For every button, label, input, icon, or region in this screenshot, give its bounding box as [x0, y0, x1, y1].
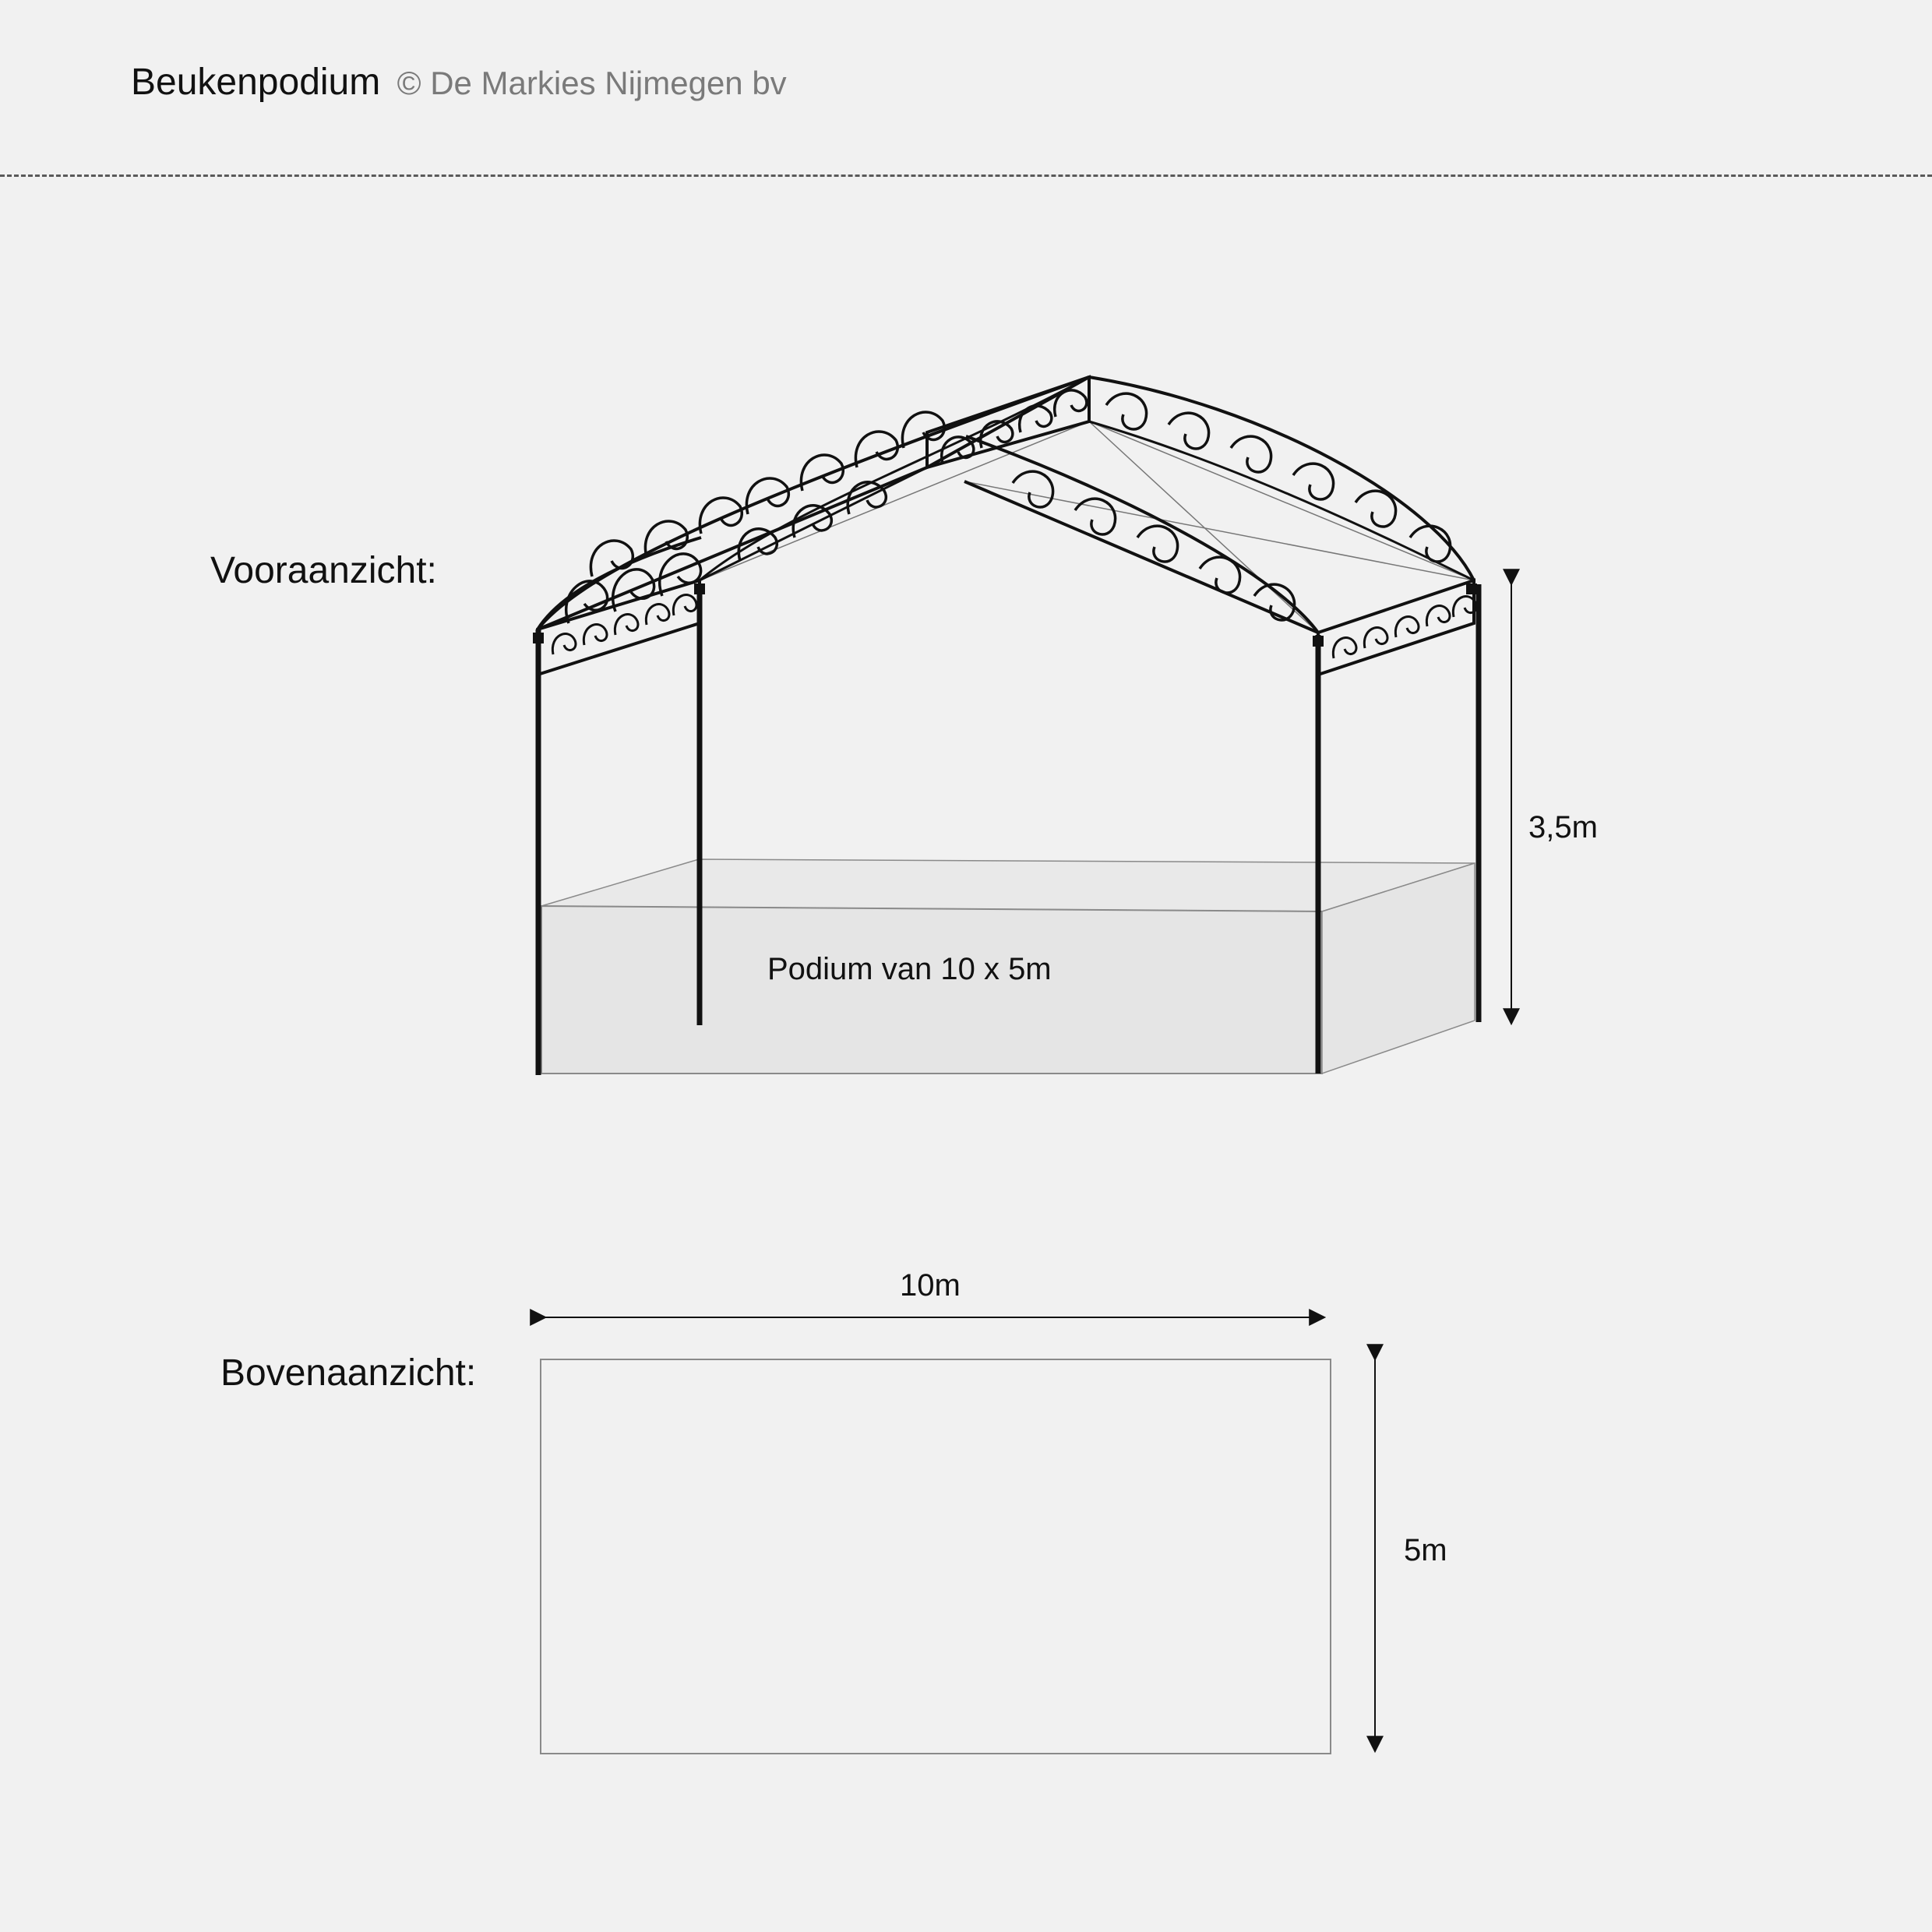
stage-label: Podium van 10 x 5m [767, 952, 1052, 986]
depth-label: 5m [1404, 1533, 1447, 1567]
top-view-rectangle [541, 1359, 1331, 1754]
front-view-label: Vooraanzicht: [210, 550, 437, 591]
stage-top [541, 859, 1475, 911]
height-label: 3,5m [1528, 810, 1598, 844]
roof-frame [533, 377, 1477, 675]
stage-front [541, 906, 1322, 1074]
page-title: Beukenpodium [131, 62, 381, 103]
width-label: 10m [900, 1268, 961, 1303]
copyright-text: © De Markies Nijmegen bv [397, 65, 787, 101]
top-view-label: Bovenaanzicht: [220, 1352, 477, 1394]
